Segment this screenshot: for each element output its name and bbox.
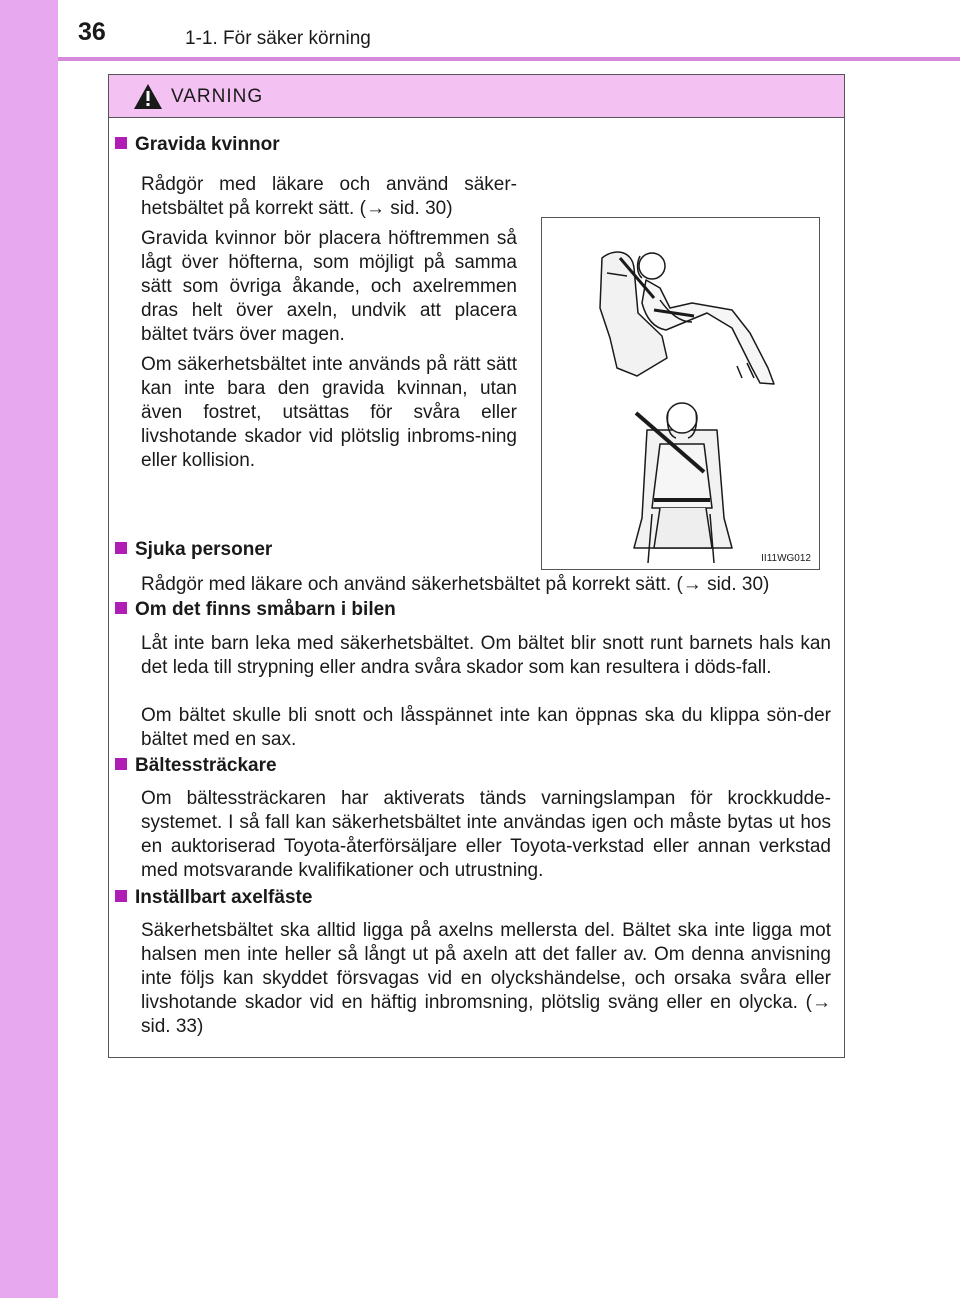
warning-triangle-icon xyxy=(133,83,163,110)
heading-baltessträckare: Bältessträckare xyxy=(115,755,277,777)
warning-title: VARNING xyxy=(171,86,264,107)
paragraph: Om bältessträckaren har aktiverats tänds varningslampan för krockkudde-systemet. I så fall kan säkerhetsbältet inte användas igen och måste bytas ut hos en auktoriserad Toyota-återförsäljare eller Toyota-verkstad eller annan verkstad med motsvarande kvalifikationer och utrustning. xyxy=(141,788,831,881)
paragraph: Om säkerhetsbältet inte används på rätt sätt kan inte bara den gravida kvinnan, utan även fostret, utsättas för svåra eller livshotande skador vid plötslig inbroms-ning eller kollision. xyxy=(141,354,517,471)
heading-gravida-kvinnor: Gravida kvinnor xyxy=(115,134,280,156)
section-title: 1-1. För säker körning xyxy=(185,28,371,49)
paragraph: Säkerhetsbältet ska alltid ligga på axelns mellersta del. Bältet ska inte ligga mot halsen men inte heller så långt ut på axeln att det faller av. Om denna anvisning inte följs kan skyddet försvagas vid en olyckshändelse, och orsaka svåra eller livshotande skador vid en häftig inbromsning, plötslig sväng eller en olycka. (→ sid. 33) xyxy=(141,920,831,1037)
figure-code: II11WG012 xyxy=(761,553,811,564)
pregnant-seatbelt-illustration xyxy=(541,217,820,570)
page-number: 36 xyxy=(78,18,106,46)
warning-header xyxy=(109,75,844,118)
side-tab-band xyxy=(0,0,58,1298)
page-header xyxy=(58,0,960,58)
warning-box xyxy=(108,74,845,1058)
paragraph: Om bältet skulle bli snott och låsspännet inte kan öppnas ska du klippa sön-der bältet med en sax. xyxy=(141,705,831,750)
header-divider xyxy=(58,57,960,61)
heading-sjuka-personer: Sjuka personer xyxy=(115,539,272,561)
square-bullet-icon xyxy=(115,542,127,554)
heading-axelfaste: Inställbart axelfäste xyxy=(115,887,312,909)
paragraph: Gravida kvinnor bör placera höftremmen så lågt över höfterna, som möjligt på samma sätt som övriga åkande, och axelremmen dras helt över axeln, undvik att placera bältet tvärs över magen. xyxy=(141,228,517,345)
illustration-drawing xyxy=(542,218,819,569)
paragraph: Rådgör med läkare och använd säkerhetsbältet på korrekt sätt. (→ sid. 30) xyxy=(141,574,770,595)
square-bullet-icon xyxy=(115,602,127,614)
square-bullet-icon xyxy=(115,137,127,149)
paragraph: Låt inte barn leka med säkerhetsbältet. Om bältet blir snott runt barnets hals kan det leda till strypning eller andra svåra skador som kan resultera i döds-fall. xyxy=(141,633,831,678)
square-bullet-icon xyxy=(115,890,127,902)
heading-smabarn: Om det finns småbarn i bilen xyxy=(115,599,396,621)
paragraph: Rådgör med läkare och använd säker-hetsbältet på korrekt sätt. (→ sid. 30) xyxy=(141,174,517,219)
square-bullet-icon xyxy=(115,758,127,770)
